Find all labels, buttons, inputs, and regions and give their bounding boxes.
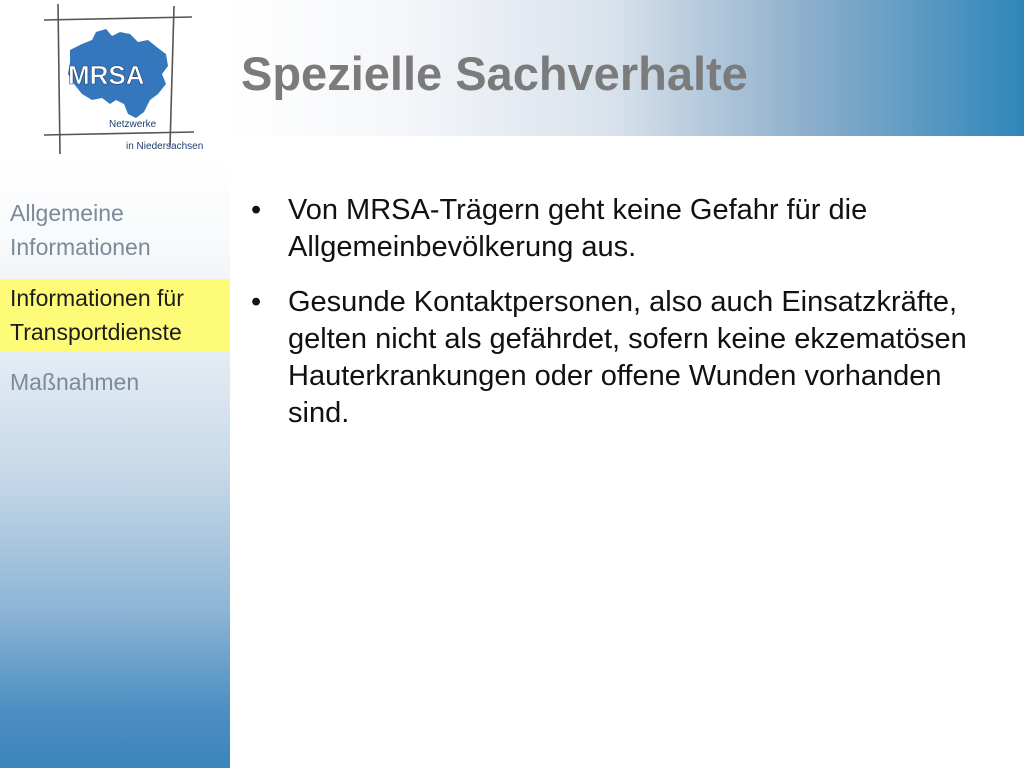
content-area — [248, 192, 1008, 450]
sidebar-item-transportdienste[interactable] — [0, 279, 230, 351]
logo-subtitle-2: in Niedersachsen — [126, 141, 204, 152]
bullet-icon: • — [251, 194, 262, 226]
logo-subtitle-1: Netzwerke — [109, 119, 157, 130]
logo-frame-left — [58, 4, 60, 154]
logo-frame-bottom — [44, 132, 194, 135]
page-title: Spezielle Sachverhalte — [241, 47, 748, 100]
bullet-item — [248, 192, 1008, 266]
logo-graphic — [40, 4, 200, 154]
sidebar-item-label: Maßnahmen — [10, 369, 140, 395]
sidebar-item-label: Allgemeine Informationen — [10, 200, 151, 260]
bullet-icon: • — [251, 286, 262, 318]
logo-wordmark: MRSA — [68, 60, 145, 90]
logo-frame-right — [170, 6, 174, 146]
sidebar-item-massnahmen[interactable] — [0, 365, 230, 399]
bullet-text: Von MRSA-Trägern geht keine Gefahr für die Allgemeinbevölkerung aus. — [288, 194, 868, 263]
bullet-text: Gesunde Kontaktpersonen, also auch Einsatzkräfte, gelten nicht als gefährdet, sofern keine ekzematösen Hauterkrankungen oder offene Wunden vorhanden sind. — [288, 286, 967, 429]
bullet-item — [248, 284, 1008, 432]
mrsa-logo — [40, 4, 204, 154]
sidebar-item-allgemeine-informationen[interactable] — [0, 196, 230, 264]
sidebar-item-label: Informationen für Transportdienste — [10, 285, 184, 345]
logo-frame-top — [44, 17, 192, 20]
